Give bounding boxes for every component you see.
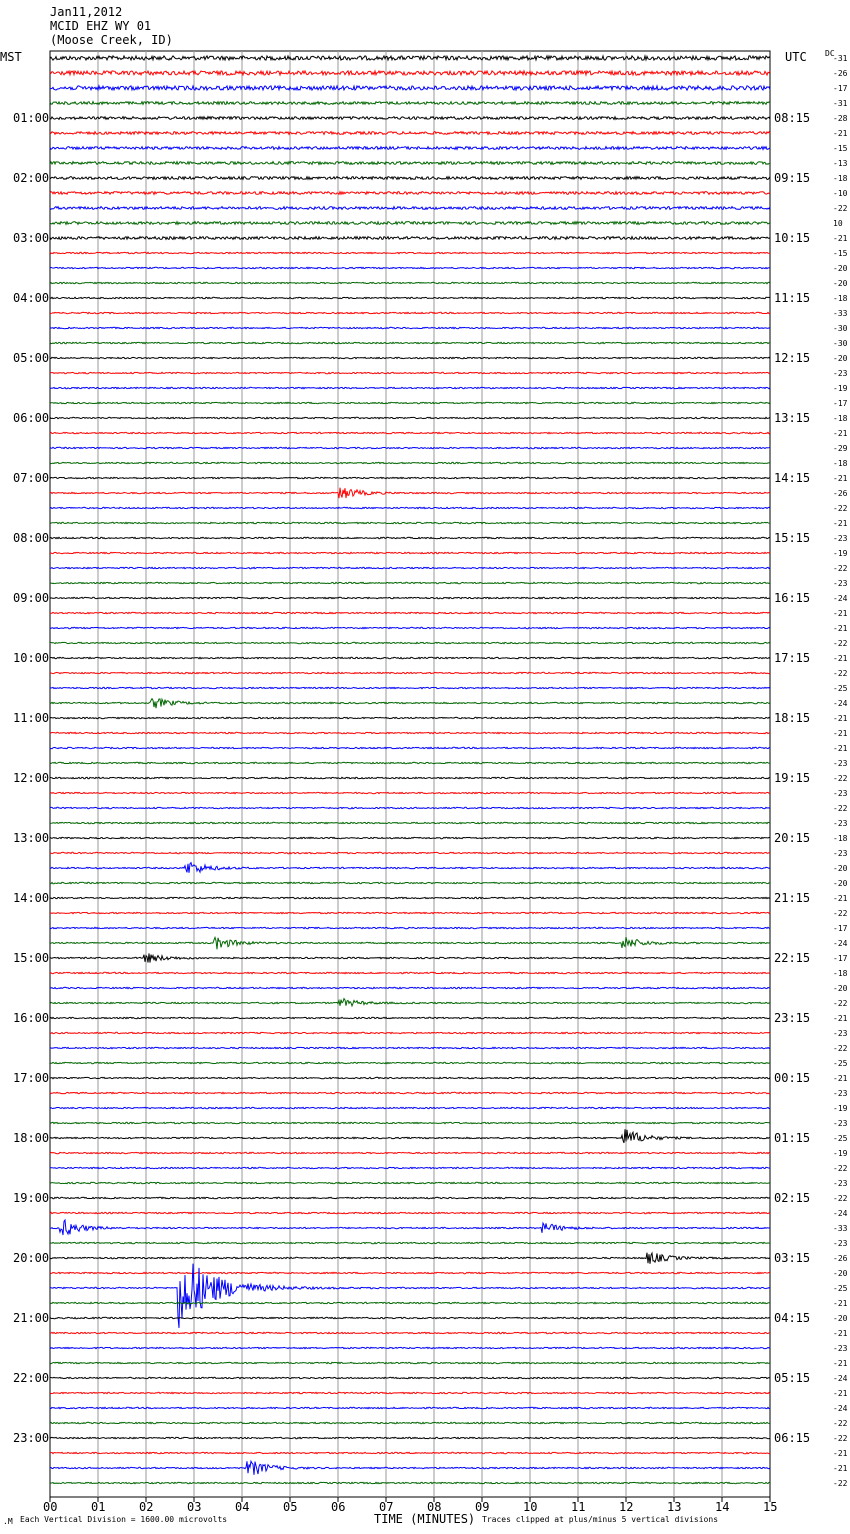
seismic-trace xyxy=(50,1362,770,1363)
seismic-trace xyxy=(50,267,770,268)
dc-offset-label: -23 xyxy=(833,849,848,858)
seismic-trace xyxy=(50,477,770,478)
utc-hour-label: 18:15 xyxy=(774,711,811,725)
seismic-trace xyxy=(50,432,770,433)
dc-offset-label: -21 xyxy=(833,654,848,663)
dc-offset-label: -22 xyxy=(833,204,848,213)
seismic-trace xyxy=(50,1077,770,1078)
x-tick-label: 10 xyxy=(523,1500,538,1514)
dc-offset-label: -22 xyxy=(833,909,848,918)
dc-offset-label: -22 xyxy=(833,1044,848,1053)
dc-offset-label: -18 xyxy=(833,174,848,183)
dc-offset-label: -22 xyxy=(833,1434,848,1443)
dc-offset-label: -23 xyxy=(833,1344,848,1353)
seismic-trace xyxy=(50,252,770,253)
utc-hour-label: 20:15 xyxy=(774,831,811,845)
dc-offset-label: -23 xyxy=(833,819,848,828)
dc-offset-label: -23 xyxy=(833,1179,848,1188)
dc-offset-label: -22 xyxy=(833,639,848,648)
seismic-trace xyxy=(50,1182,770,1183)
x-tick-label: 04 xyxy=(235,1500,250,1514)
seismic-trace xyxy=(50,687,770,688)
mst-hour-label: 16:00 xyxy=(13,1011,50,1025)
dc-offset-label: -21 xyxy=(833,1074,848,1083)
seismic-trace xyxy=(50,807,770,808)
seismic-trace xyxy=(50,972,770,973)
seismic-trace xyxy=(50,177,770,180)
seismic-trace xyxy=(50,1107,770,1108)
dc-offset-label: 10 xyxy=(833,219,843,228)
seismic-trace xyxy=(50,102,770,105)
seismic-trace xyxy=(50,417,770,418)
dc-offset-label: -21 xyxy=(833,519,848,528)
dc-offset-label: -23 xyxy=(833,1239,848,1248)
seismic-trace xyxy=(50,1092,770,1093)
seismic-trace xyxy=(50,447,770,448)
dc-offset-label: -26 xyxy=(833,1254,848,1263)
seismic-trace xyxy=(50,1272,770,1273)
seismic-trace xyxy=(50,863,770,873)
date-title: Jan11,2012 xyxy=(50,5,123,19)
scale-note: Each Vertical Division = 1600.00 microvolts xyxy=(20,1515,228,1524)
seismic-trace xyxy=(50,672,770,673)
dc-offset-label: -25 xyxy=(833,684,848,693)
seismic-trace xyxy=(50,207,770,210)
dc-offset-label: -10 xyxy=(833,189,848,198)
seismic-trace xyxy=(50,147,770,150)
seismic-trace xyxy=(50,627,770,628)
utc-hour-label: 22:15 xyxy=(774,951,811,965)
utc-hour-label: 15:15 xyxy=(774,531,811,545)
seismic-trace xyxy=(50,612,770,613)
seismic-trace xyxy=(50,297,770,298)
seismic-trace xyxy=(50,488,770,499)
dc-offset-label: -25 xyxy=(833,1059,848,1068)
dc-offset-label: -22 xyxy=(833,999,848,1008)
seismic-trace xyxy=(50,597,770,598)
seismic-trace xyxy=(50,1212,770,1213)
dc-offset-label: -21 xyxy=(833,1389,848,1398)
dc-offset-label: -28 xyxy=(833,114,848,123)
mst-hour-label: 12:00 xyxy=(13,771,50,785)
mst-hour-label: 17:00 xyxy=(13,1071,50,1085)
dc-offset-label: -21 xyxy=(833,1449,848,1458)
seismic-trace xyxy=(50,1197,770,1198)
dc-offset-label: -21 xyxy=(833,129,848,138)
dc-offset-label: -17 xyxy=(833,924,848,933)
seismic-trace xyxy=(50,1122,770,1123)
dc-offset-label: -19 xyxy=(833,549,848,558)
right-timezone-label: UTC xyxy=(785,50,807,64)
seismic-trace xyxy=(50,657,770,658)
dc-offset-label: -20 xyxy=(833,1269,848,1278)
left-timezone-label: MST xyxy=(0,50,22,64)
seismic-trace xyxy=(50,1017,770,1018)
dc-offset-label: -24 xyxy=(833,939,848,948)
seismic-trace xyxy=(50,1167,770,1168)
dc-offset-label: -31 xyxy=(833,99,848,108)
dc-offset-label: -20 xyxy=(833,264,848,273)
mst-hour-label: 10:00 xyxy=(13,651,50,665)
seismic-trace xyxy=(50,927,770,928)
dc-offset-label: -21 xyxy=(833,1299,848,1308)
seismic-trace xyxy=(50,912,770,913)
seismic-trace xyxy=(50,777,770,778)
dc-offset-label: -22 xyxy=(833,669,848,678)
location-title: (Moose Creek, ID) xyxy=(50,33,173,47)
mst-hour-label: 08:00 xyxy=(13,531,50,545)
seismic-trace xyxy=(50,1452,770,1453)
mst-hour-label: 05:00 xyxy=(13,351,50,365)
dc-offset-label: -18 xyxy=(833,969,848,978)
seismic-trace xyxy=(50,1461,770,1475)
mst-hour-label: 21:00 xyxy=(13,1311,50,1325)
dc-offset-label: -20 xyxy=(833,279,848,288)
mst-hour-label: 19:00 xyxy=(13,1191,50,1205)
dc-offset-label: -19 xyxy=(833,1149,848,1158)
seismic-trace xyxy=(50,582,770,583)
seismic-trace xyxy=(50,1062,770,1063)
dc-label: DC xyxy=(825,49,835,58)
utc-hour-label: 00:15 xyxy=(774,1071,811,1085)
dc-offset-label: -22 xyxy=(833,1419,848,1428)
dc-offset-label: -13 xyxy=(833,159,848,168)
seismic-trace xyxy=(50,1220,770,1235)
dc-offset-label: -26 xyxy=(833,69,848,78)
dc-offset-label: -17 xyxy=(833,954,848,963)
mst-hour-label: 15:00 xyxy=(13,951,50,965)
seismic-trace xyxy=(50,537,770,538)
mst-hour-label: 09:00 xyxy=(13,591,50,605)
seismic-trace xyxy=(50,1482,770,1483)
dc-offset-label: -20 xyxy=(833,879,848,888)
dc-offset-label: -20 xyxy=(833,354,848,363)
dc-offset-label: -23 xyxy=(833,1029,848,1038)
logo-mark: .M xyxy=(3,1517,13,1526)
dc-offset-label: -33 xyxy=(833,309,848,318)
dc-offset-label: -21 xyxy=(833,429,848,438)
dc-offset-label: -21 xyxy=(833,609,848,618)
utc-hour-label: 17:15 xyxy=(774,651,811,665)
x-tick-label: 09 xyxy=(475,1500,490,1514)
dc-offset-label: -26 xyxy=(833,489,848,498)
seismic-trace xyxy=(50,312,770,313)
dc-offset-label: -21 xyxy=(833,1329,848,1338)
dc-offset-label: -21 xyxy=(833,894,848,903)
utc-hour-label: 13:15 xyxy=(774,411,811,425)
seismic-trace xyxy=(50,462,770,463)
mst-hour-label: 23:00 xyxy=(13,1431,50,1445)
dc-offset-label: -21 xyxy=(833,1359,848,1368)
seismic-trace xyxy=(50,522,770,523)
x-tick-label: 01 xyxy=(91,1500,106,1514)
mst-hour-label: 11:00 xyxy=(13,711,50,725)
dc-offset-label: -18 xyxy=(833,834,848,843)
x-axis-title: TIME (MINUTES) xyxy=(374,1512,476,1526)
mst-hour-label: 03:00 xyxy=(13,231,50,245)
utc-hour-label: 03:15 xyxy=(774,1251,811,1265)
x-tick-label: 11 xyxy=(571,1500,586,1514)
mst-hour-label: 02:00 xyxy=(13,171,50,185)
x-tick-label: 15 xyxy=(763,1500,778,1514)
seismic-trace xyxy=(50,747,770,748)
seismic-trace xyxy=(50,71,770,75)
mst-hour-label: 20:00 xyxy=(13,1251,50,1265)
dc-offset-label: -33 xyxy=(833,1224,848,1233)
seismic-trace xyxy=(50,1317,770,1318)
seismic-trace xyxy=(50,327,770,328)
seismic-trace xyxy=(50,1302,770,1303)
dc-offset-label: -22 xyxy=(833,804,848,813)
utc-hour-label: 21:15 xyxy=(774,891,811,905)
seismic-trace xyxy=(50,882,770,883)
dc-offset-label: -22 xyxy=(833,504,848,513)
x-tick-label: 03 xyxy=(187,1500,202,1514)
dc-offset-label: -18 xyxy=(833,414,848,423)
dc-offset-label: -24 xyxy=(833,1404,848,1413)
mst-hour-label: 04:00 xyxy=(13,291,50,305)
seismic-trace xyxy=(50,1422,770,1423)
x-tick-label: 14 xyxy=(715,1500,730,1514)
utc-hour-label: 05:15 xyxy=(774,1371,811,1385)
dc-offset-label: -29 xyxy=(833,444,848,453)
seismic-trace xyxy=(50,999,770,1006)
mst-hour-label: 06:00 xyxy=(13,411,50,425)
seismic-trace xyxy=(50,642,770,643)
utc-hour-label: 10:15 xyxy=(774,231,811,245)
mst-hour-label: 13:00 xyxy=(13,831,50,845)
seismic-trace xyxy=(50,162,770,165)
x-tick-label: 02 xyxy=(139,1500,154,1514)
seismic-trace xyxy=(50,402,770,403)
seismic-trace xyxy=(50,822,770,823)
seismic-trace xyxy=(50,1437,770,1438)
utc-hour-label: 08:15 xyxy=(774,111,811,125)
dc-offset-label: -22 xyxy=(833,1164,848,1173)
utc-hour-label: 09:15 xyxy=(774,171,811,185)
dc-offset-label: -22 xyxy=(833,1479,848,1488)
dc-offset-label: -15 xyxy=(833,249,848,258)
dc-offset-label: -21 xyxy=(833,714,848,723)
utc-hour-label: 16:15 xyxy=(774,591,811,605)
utc-hour-label: 19:15 xyxy=(774,771,811,785)
dc-offset-label: -23 xyxy=(833,789,848,798)
seismic-trace xyxy=(50,342,770,343)
dc-offset-label: -21 xyxy=(833,729,848,738)
seismic-trace xyxy=(50,732,770,733)
seismic-trace xyxy=(50,1253,770,1264)
dc-offset-label: -21 xyxy=(833,1014,848,1023)
dc-offset-label: -22 xyxy=(833,1194,848,1203)
clip-note: Traces clipped at plus/minus 5 vertical divisions xyxy=(482,1515,719,1524)
x-tick-label: 00 xyxy=(43,1500,58,1514)
dc-offset-label: -24 xyxy=(833,594,848,603)
seismic-trace xyxy=(50,552,770,553)
dc-offset-label: -23 xyxy=(833,369,848,378)
dc-offset-label: -21 xyxy=(833,744,848,753)
dc-offset-label: -21 xyxy=(833,1464,848,1473)
dc-offset-label: -23 xyxy=(833,579,848,588)
dc-offset-label: -24 xyxy=(833,1209,848,1218)
dc-offset-label: -21 xyxy=(833,234,848,243)
dc-offset-label: -31 xyxy=(833,54,848,63)
dc-offset-label: -23 xyxy=(833,1119,848,1128)
mst-hour-label: 22:00 xyxy=(13,1371,50,1385)
x-tick-label: 06 xyxy=(331,1500,346,1514)
mst-hour-label: 14:00 xyxy=(13,891,50,905)
utc-hour-label: 12:15 xyxy=(774,351,811,365)
dc-offset-label: -30 xyxy=(833,324,848,333)
seismic-trace xyxy=(50,1152,770,1153)
mst-hour-label: 01:00 xyxy=(13,111,50,125)
dc-offset-label: -20 xyxy=(833,1314,848,1323)
seismic-trace xyxy=(50,762,770,763)
utc-hour-label: 02:15 xyxy=(774,1191,811,1205)
seismic-trace xyxy=(50,567,770,568)
dc-offset-label: -25 xyxy=(833,1134,848,1143)
seismic-trace xyxy=(50,357,770,358)
utc-hour-label: 04:15 xyxy=(774,1311,811,1325)
seismic-trace xyxy=(50,987,770,988)
seismic-trace xyxy=(50,717,770,718)
seismic-trace xyxy=(50,1407,770,1408)
dc-offset-label: -20 xyxy=(833,984,848,993)
utc-hour-label: 14:15 xyxy=(774,471,811,485)
utc-hour-label: 11:15 xyxy=(774,291,811,305)
seismic-trace xyxy=(50,897,770,898)
seismic-trace xyxy=(50,1347,770,1348)
station-title: MCID EHZ WY 01 xyxy=(50,19,152,33)
seismic-trace xyxy=(50,953,770,962)
dc-offset-label: -17 xyxy=(833,399,848,408)
dc-offset-label: -21 xyxy=(833,624,848,633)
dc-offset-label: -21 xyxy=(833,474,848,483)
x-tick-label: 13 xyxy=(667,1500,682,1514)
seismic-trace xyxy=(50,507,770,508)
dc-offset-label: -18 xyxy=(833,459,848,468)
seismic-trace xyxy=(50,937,770,949)
seismic-trace xyxy=(50,1332,770,1333)
seismic-trace xyxy=(50,192,770,195)
seismic-trace xyxy=(50,792,770,793)
utc-hour-label: 01:15 xyxy=(774,1131,811,1145)
dc-offset-label: -18 xyxy=(833,294,848,303)
seismic-trace xyxy=(50,1392,770,1393)
seismic-trace xyxy=(50,1377,770,1378)
seismic-trace xyxy=(50,237,770,240)
x-tick-label: 12 xyxy=(619,1500,634,1514)
seismic-trace xyxy=(50,852,770,853)
seismic-trace xyxy=(50,1242,770,1243)
dc-offset-label: -22 xyxy=(833,564,848,573)
seismic-trace xyxy=(50,699,770,709)
mst-hour-label: 07:00 xyxy=(13,471,50,485)
dc-offset-label: -30 xyxy=(833,339,848,348)
dc-offset-label: -15 xyxy=(833,144,848,153)
seismic-trace xyxy=(50,372,770,373)
seismic-trace xyxy=(50,222,770,225)
utc-hour-label: 23:15 xyxy=(774,1011,811,1025)
x-tick-label: 07 xyxy=(379,1500,394,1514)
seismic-trace xyxy=(50,86,770,90)
x-tick-label: 08 xyxy=(427,1500,442,1514)
seismic-trace xyxy=(50,117,770,120)
seismic-trace xyxy=(50,132,770,135)
utc-hour-label: 06:15 xyxy=(774,1431,811,1445)
seismic-trace xyxy=(50,837,770,838)
dc-offset-label: -23 xyxy=(833,1089,848,1098)
x-tick-label: 05 xyxy=(283,1500,298,1514)
dc-offset-label: -23 xyxy=(833,759,848,768)
seismic-trace xyxy=(50,1047,770,1048)
dc-offset-label: -22 xyxy=(833,774,848,783)
dc-offset-label: -25 xyxy=(833,1284,848,1293)
dc-offset-label: -24 xyxy=(833,1374,848,1383)
seismic-trace xyxy=(50,282,770,283)
dc-offset-label: -24 xyxy=(833,699,848,708)
seismic-trace xyxy=(50,1129,770,1143)
dc-offset-label: -19 xyxy=(833,1104,848,1113)
dc-offset-label: -19 xyxy=(833,384,848,393)
dc-offset-label: -17 xyxy=(833,84,848,93)
seismic-trace xyxy=(50,387,770,388)
mst-hour-label: 18:00 xyxy=(13,1131,50,1145)
dc-offset-label: -23 xyxy=(833,534,848,543)
seismic-trace xyxy=(50,56,770,60)
dc-offset-label: -20 xyxy=(833,864,848,873)
seismic-trace xyxy=(50,1032,770,1033)
